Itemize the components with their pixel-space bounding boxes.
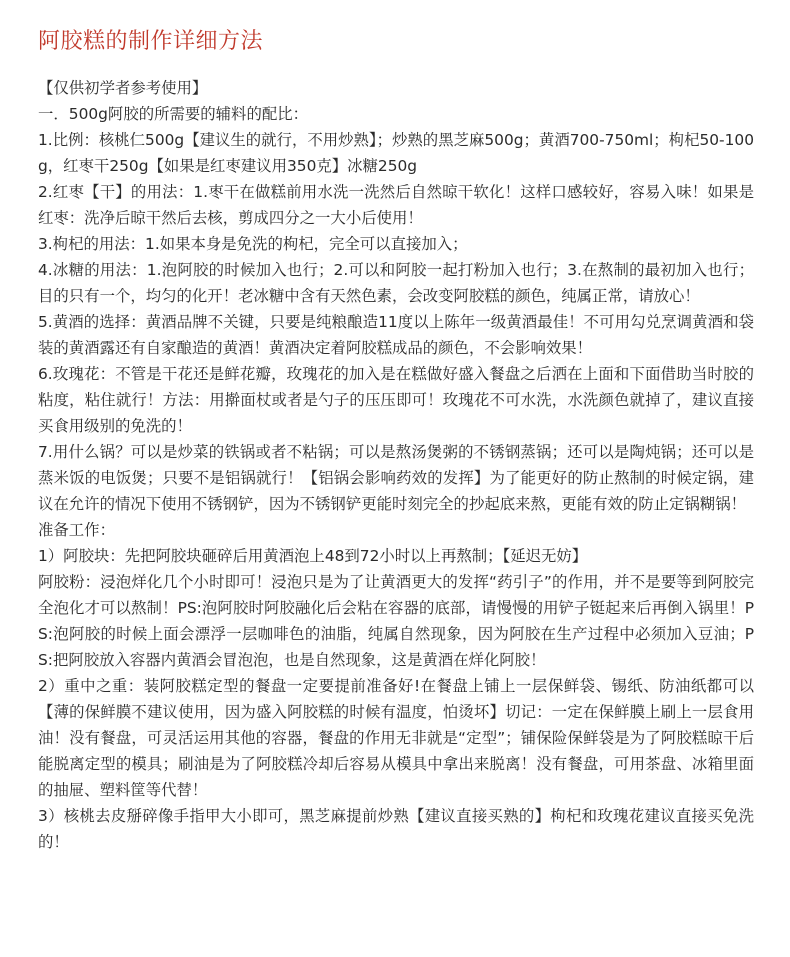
paragraph-prep-3: 3）核桃去皮掰碎像手指甲大小即可，黑芝麻提前炒熟【建议直接买熟的】枸杞和玫瑰花建议直接买免洗的！ [38,807,754,851]
paragraph-ratio: 1.比例：核桃仁500g【建议生的就行，不用炒熟】；炒熟的黑芝麻500g；黄酒700-750ml；枸杞50-100g，红枣干250g【如果是红枣建议用350克】冰糖250g [38,131,754,175]
paragraph-prep-1: 1）阿胶块：先把阿胶块砸碎后用黄酒泡上48到72小时以上再熬制；【延迟无妨】 [38,547,588,565]
section-heading-ingredients: 一．500g阿胶的所需要的辅料的配比： [38,105,309,123]
paragraph-rock-sugar: 4.冰糖的用法：1.泡阿胶的时候加入也行；2.可以和阿胶一起打粉加入也行；3.在熬制的最初加入也行；目的只有一个，均匀的化开！老冰糖中含有天然色素，会改变阿胶糕的颜色，纯属正常，请放心！ [38,261,754,305]
paragraph-pot: 7.用什么锅？可以是炒菜的铁锅或者不粘锅；可以是熬汤煲粥的不锈钢蒸锅；还可以是陶炖锅；还可以是蒸米饭的电饭煲；只要不是铝锅就行！【铝锅会影响药效的发挥】为了能更好的防止熬制的时候定锅，建议在允许的情况下使用不锈钢铲，因为不锈钢铲更能时刻完全的抄起底来熬，更能有效的防止定锅糊锅！ [38,443,754,513]
intro-note: 【仅供初学者参考使用】 [38,79,208,97]
paragraph-goji: 3.枸杞的用法：1.如果本身是免洗的枸杞，完全可以直接加入； [38,235,468,253]
page-title: 阿胶糕的制作详细方法 [38,29,264,54]
paragraph-red-dates: 2.红枣【干】的用法：1.枣干在做糕前用水洗一洗然后自然晾干软化！这样口感较好，容易入味！如果是红枣：洗净后晾干然后去核，剪成四分之一大小后使用！ [38,183,754,227]
paragraph-yellow-wine: 5.黄酒的选择：黄酒品牌不关键，只要是纯粮酿造11度以上陈年一级黄酒最佳！不可用勾兑烹调黄酒和袋装的黄酒露还有自家酿造的黄酒！黄酒决定着阿胶糕成品的颜色，不会影响效果！ [38,313,754,357]
paragraph-ejiao-powder: 阿胶粉：浸泡烊化几个小时即可！浸泡只是为了让黄酒更大的发挥“药引子”的作用，并不是要等到阿胶完全泡化才可以熬制！PS:泡阿胶时阿胶融化后会粘在容器的底部，请慢慢的用铲子铤起来后再倒入锅里！PS:泡阿胶的时候上面会漂浮一层咖啡色的油脂，纯属自然现象，因为阿胶在生产过程中必须加入豆油；PS:把阿胶放入容器内黄酒会冒泡泡，也是自然现象，这是黄酒在烊化阿胶！ [38,573,754,669]
section-heading-preparation: 准备工作： [38,521,115,539]
article-body [38,75,754,855]
paragraph-rose: 6.玫瑰花：不管是干花还是鲜花瓣，玫瑰花的加入是在糕做好盛入餐盘之后洒在上面和下面借助当时胶的粘度，粘住就行！方法：用擀面杖或者是勺子的压压即可！玫瑰花不可水洗，水洗颜色就掉了，建议直接买食用级别的免洗的！ [38,365,754,435]
paragraph-prep-2: 2）重中之重：装阿胶糕定型的餐盘一定要提前准备好!在餐盘上铺上一层保鲜袋、锡纸、防油纸都可以【薄的保鲜膜不建议使用，因为盛入阿胶糕的时候有温度，怕烫坏】切记：一定在保鲜膜上刷上一层食用油！没有餐盘，可灵活运用其他的容器，餐盘的作用无非就是“定型”；铺保险保鲜袋是为了阿胶糕晾干后能脱离定型的模具；刷油是为了阿胶糕冷却后容易从模具中拿出来脱离！没有餐盘，可用茶盘、冰箱里面的抽屉、塑料筐等代替！ [38,677,754,799]
